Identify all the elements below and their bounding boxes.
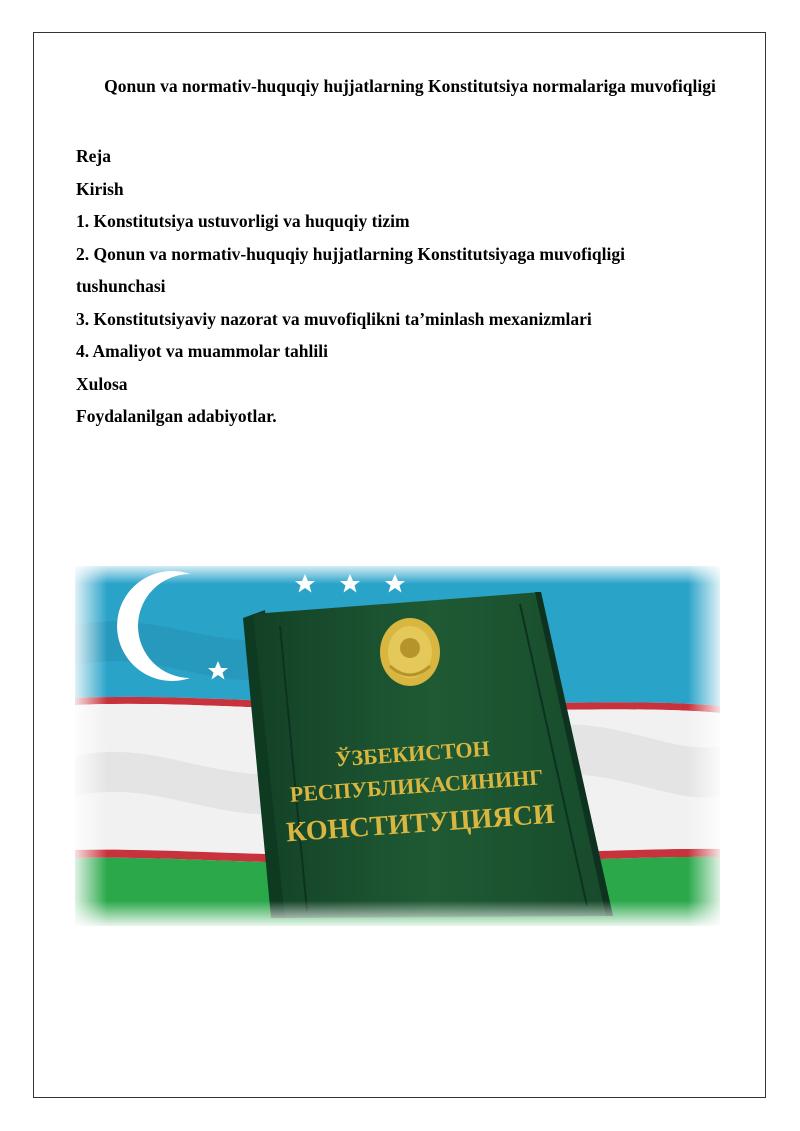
plan-item-2-continued: tushunchasi bbox=[76, 276, 166, 296]
plan-item-2: 2. Qonun va normativ-huquqiy hujjatlarning Konstitutsiyaga muvofiqligi bbox=[76, 243, 625, 264]
constitution-illustration bbox=[75, 566, 720, 926]
plan-item-4: 4. Amaliyot va muammolar tahlili bbox=[76, 341, 328, 361]
plan-item-conclusion: Xulosa bbox=[76, 373, 128, 394]
plan-list bbox=[76, 140, 716, 433]
plan-item-introduction: Kirish bbox=[76, 178, 124, 199]
plan-item-1: 1. Konstitutsiya ustuvorligi va huquqiy tizim bbox=[76, 211, 410, 231]
plan-item-3: 3. Konstitutsiyaviy nazorat va muvofiqlikni ta’minlash mexanizmlari bbox=[76, 308, 592, 329]
plan-item-references: Foydalanilgan adabiyotlar. bbox=[76, 406, 277, 426]
document-title: Qonun va normativ-huquqiy hujjatlarning Konstitutsiya normalariga muvofiqligi bbox=[104, 76, 716, 96]
plan-heading: Reja bbox=[76, 146, 111, 166]
